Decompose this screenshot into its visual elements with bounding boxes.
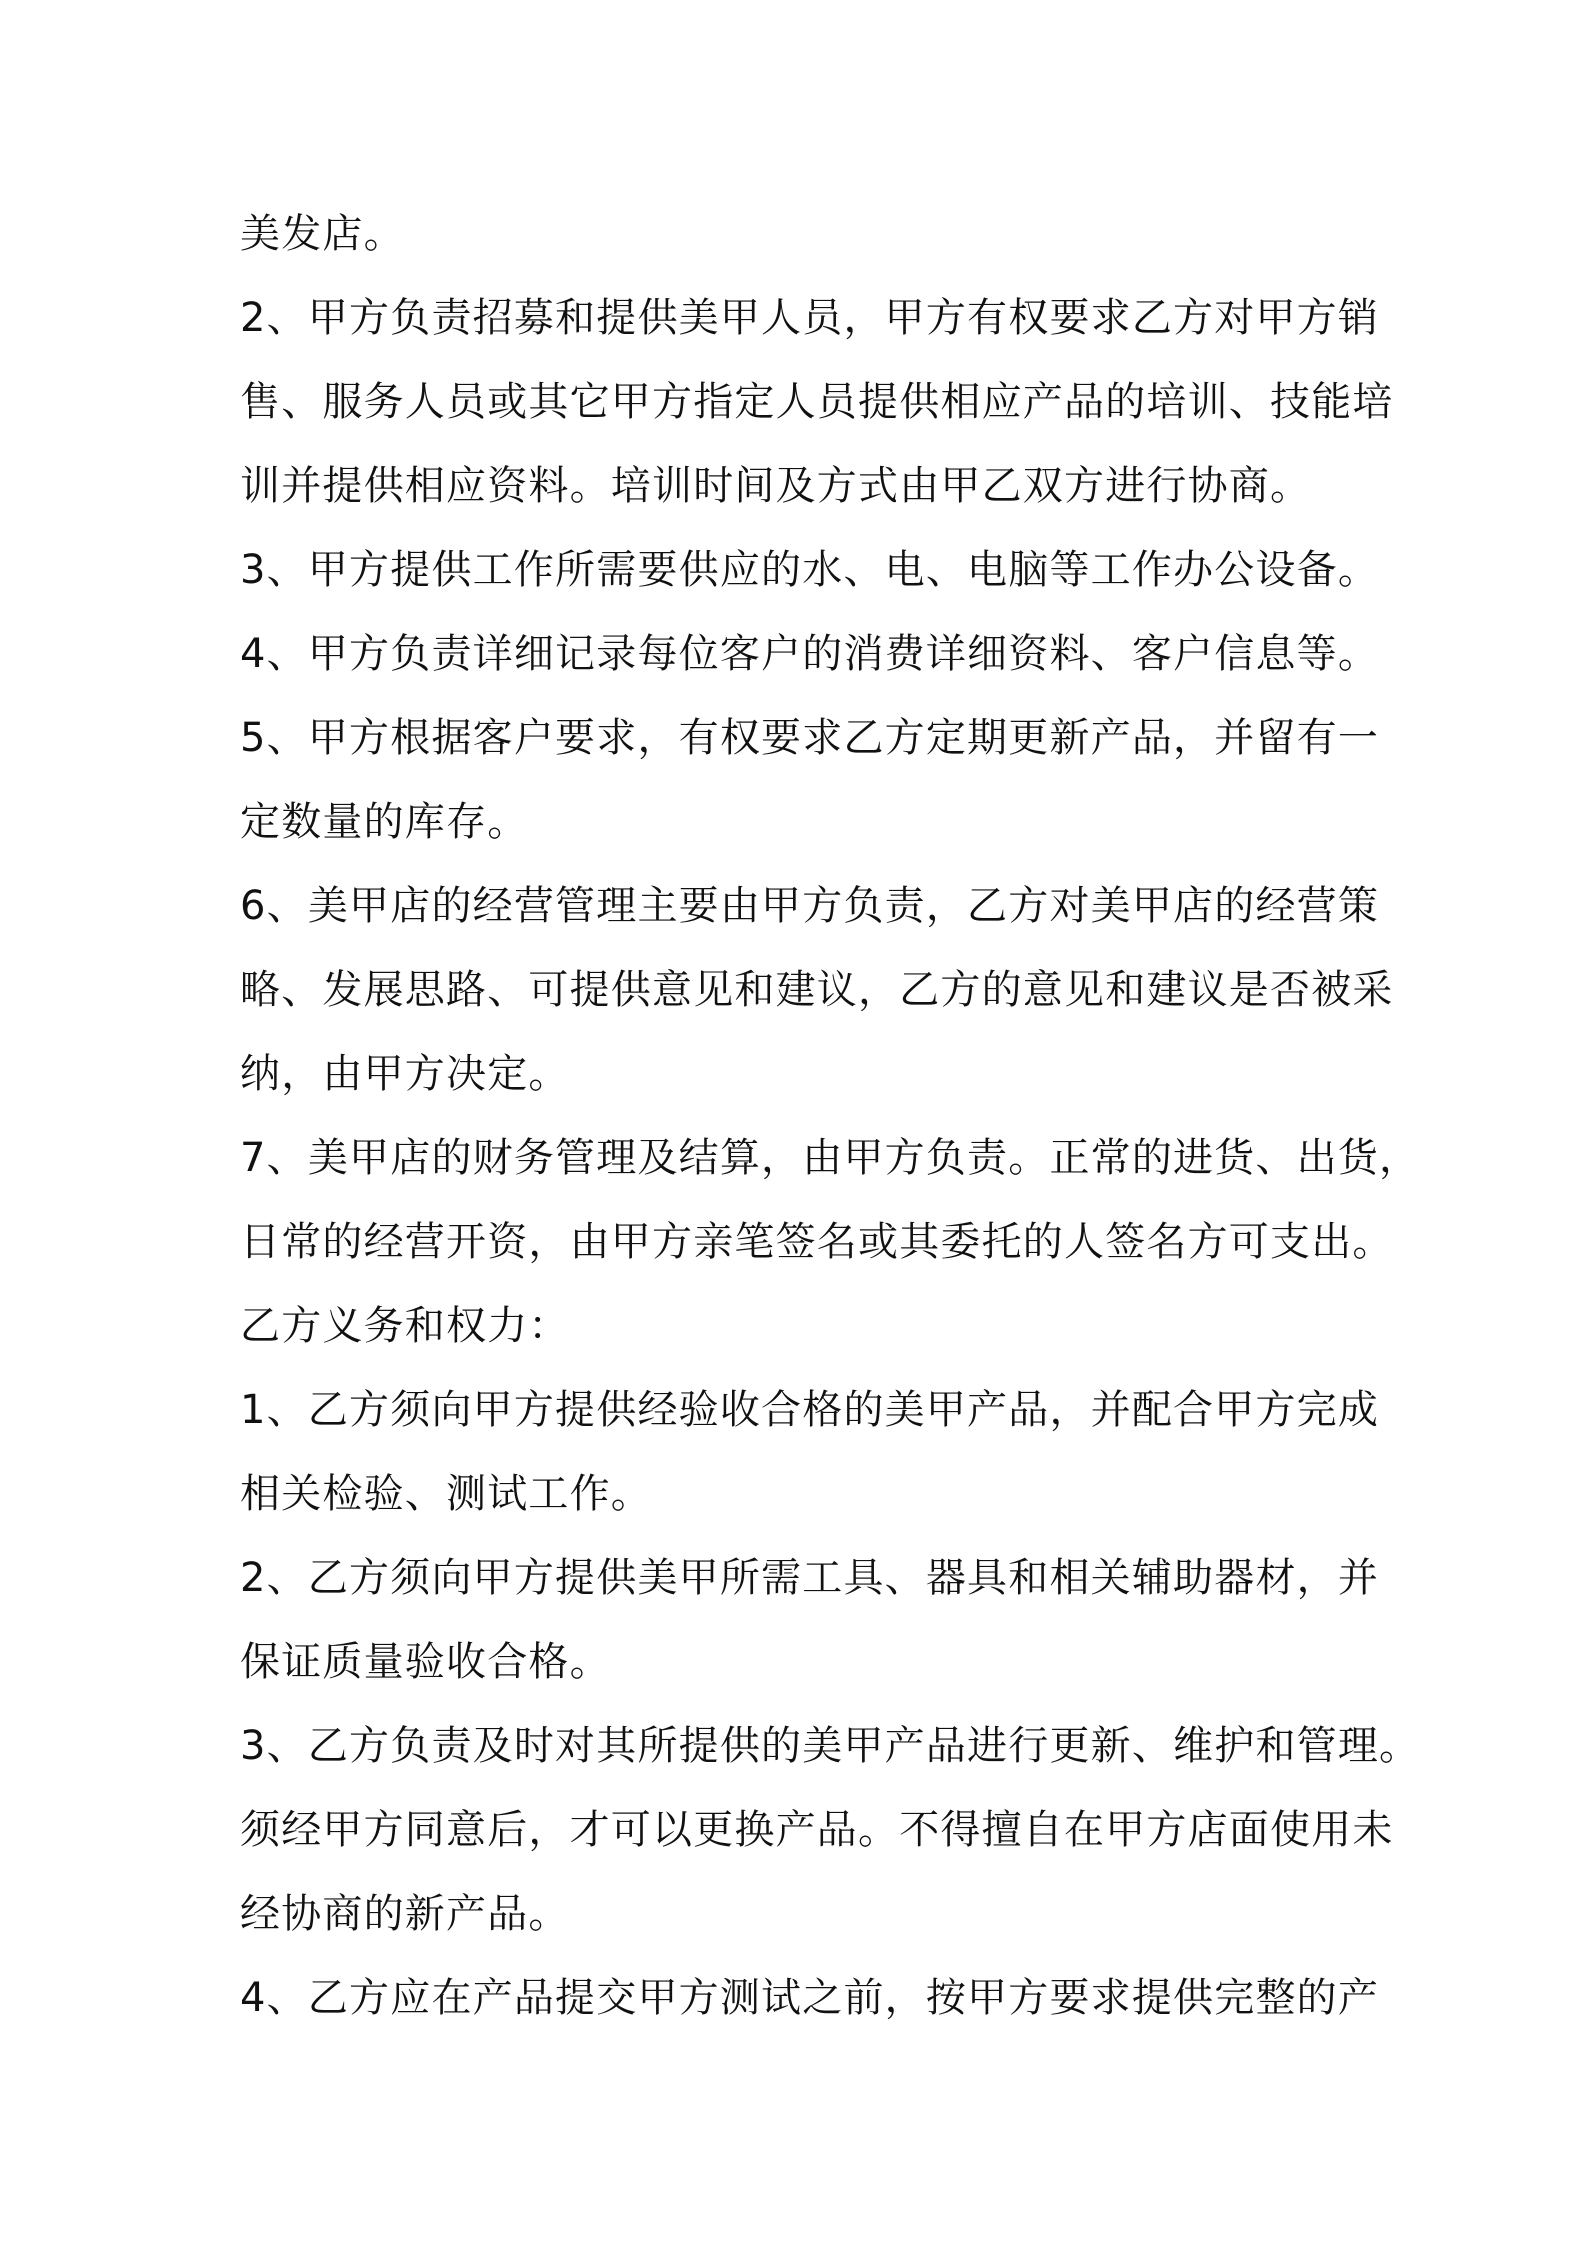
text-line: 美发店。 xyxy=(240,211,405,257)
text-line: 1、乙方须向甲方提供经验收合格的美甲产品，并配合甲方完成 xyxy=(240,1387,1380,1433)
text-line: 经协商的新产品。 xyxy=(240,1891,570,1937)
text-line: 3、甲方提供工作所需要供应的水、电、电脑等工作办公设备。 xyxy=(240,547,1380,593)
text-line: 须经甲方同意后，才可以更换产品。不得擅自在甲方店面使用未 xyxy=(240,1807,1394,1853)
text-line: 3、乙方负责及时对其所提供的美甲产品进行更新、维护和管理。 xyxy=(240,1723,1421,1769)
text-line: 4、乙方应在产品提交甲方测试之前，按甲方要求提供完整的产 xyxy=(240,1975,1380,2021)
text-line: 保证质量验收合格。 xyxy=(240,1639,611,1685)
text-line: 4、甲方负责详细记录每位客户的消费详细资料、客户信息等。 xyxy=(240,631,1380,677)
text-line: 5、甲方根据客户要求，有权要求乙方定期更新产品，并留有一 xyxy=(240,715,1380,761)
section-heading: 乙方义务和权力： xyxy=(240,1303,570,1349)
text-line: 日常的经营开资，由甲方亲笔签名或其委托的人签名方可支出。 xyxy=(240,1219,1394,1265)
document-body xyxy=(240,192,1421,2040)
text-line: 定数量的库存。 xyxy=(240,799,529,845)
text-line: 2、乙方须向甲方提供美甲所需工具、器具和相关辅助器材，并 xyxy=(240,1555,1380,1601)
text-line: 售、服务人员或其它甲方指定人员提供相应产品的培训、技能培 xyxy=(240,379,1394,425)
text-line: 6、美甲店的经营管理主要由甲方负责，乙方对美甲店的经营策 xyxy=(240,883,1380,929)
text-line: 略、发展思路、可提供意见和建议，乙方的意见和建议是否被采 xyxy=(240,967,1394,1013)
text-line: 相关检验、测试工作。 xyxy=(240,1471,652,1517)
text-line: 训并提供相应资料。培训时间及方式由甲乙双方进行协商。 xyxy=(240,463,1312,509)
text-line: 纳，由甲方决定。 xyxy=(240,1051,570,1097)
text-line: 7、美甲店的财务管理及结算，由甲方负责。正常的进货、出货， xyxy=(240,1135,1421,1181)
text-line: 2、甲方负责招募和提供美甲人员，甲方有权要求乙方对甲方销 xyxy=(240,295,1380,341)
